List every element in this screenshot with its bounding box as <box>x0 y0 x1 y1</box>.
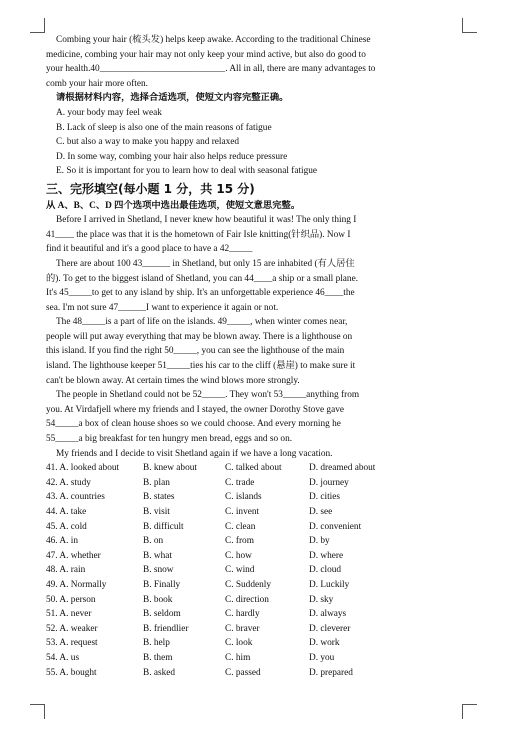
cloze-option: 46. A. in <box>46 536 79 547</box>
cloze-option: C. from <box>225 536 254 547</box>
cloze-option: 42. A. study <box>46 477 91 488</box>
cloze-option: C. him <box>225 652 251 663</box>
cloze-option-row <box>46 490 438 505</box>
cloze-option-row <box>46 549 438 564</box>
cloze-option-row <box>46 622 438 637</box>
exam-page <box>46 33 438 680</box>
cloze-option-row <box>46 666 438 681</box>
cloze-passage-line: It's 45_____to get to any island by ship. It's an unforgettable experience 46____the <box>46 288 355 299</box>
cloze-option: D. journey <box>309 477 349 488</box>
cloze-option: D. cities <box>309 492 340 503</box>
cloze-option-row <box>46 534 438 549</box>
passage-line: medicine, combing your hair may not only keep your mind active, but also do good to <box>46 49 366 60</box>
cloze-option: B. help <box>143 638 170 649</box>
cloze-passage-line: island. The lighthouse keeper 51_____ties his car to the cliff (悬崖) to make sure it <box>46 361 356 372</box>
cloze-passage <box>46 213 438 461</box>
cloze-option: C. clean <box>225 521 256 532</box>
cloze-option: B. what <box>143 550 172 561</box>
cloze-passage-line: Before I arrived in Shetland, I never knew how beautiful it was! The only thing I <box>56 215 357 226</box>
cloze-option: 49. A. Normally <box>46 579 107 590</box>
cloze-option: 45. A. cold <box>46 521 87 532</box>
cloze-option: 51. A. never <box>46 609 92 620</box>
cloze-option: C. braver <box>225 623 260 634</box>
cloze-option: D. cloud <box>309 565 342 576</box>
cloze-option: D. sky <box>309 594 334 605</box>
cloze-option: B. asked <box>143 667 176 678</box>
cloze-option: C. talked about <box>225 463 282 474</box>
seven-choice-instruction: 请根据材料内容，选择合适选项，使短文内容完整正确。 <box>56 93 289 104</box>
cloze-option: D. always <box>309 609 347 620</box>
cloze-option: D. work <box>309 638 340 649</box>
seven-option-e: E. So it is important for you to learn how to deal with seasonal fatigue <box>56 166 318 177</box>
cloze-passage-line: find it beautiful and it's a good place to have a 42_____ <box>46 244 253 255</box>
cloze-passage-line: The people in Shetland could not be 52_____. They won't 53_____anything from <box>56 390 360 401</box>
cloze-option-row <box>46 651 438 666</box>
cloze-passage-line: you. At Virdafjell where my friends and I stayed, the owner Dorothy Stove gave <box>46 404 344 415</box>
cloze-passage-line: There are about 100 43______ in Shetland, but only 15 are inhabited (有人居住 <box>56 258 355 269</box>
cloze-option: D. you <box>309 652 335 663</box>
section-heading: 三、完形填空(每小题 1 分，共 15 分) <box>46 181 255 196</box>
cloze-option: B. them <box>143 652 173 663</box>
cloze-option: D. convenient <box>309 521 362 532</box>
cloze-passage-line: sea. I'm not sure 47______I want to experience it again or not. <box>46 302 279 313</box>
crop-mark-bottom-right <box>462 704 477 719</box>
cloze-option: 47. A. whether <box>46 550 101 561</box>
cloze-options <box>46 461 438 680</box>
passage-line: Combing your hair (梳头发) helps keep awake. According to the traditional Chinese <box>56 35 371 45</box>
cloze-option: C. hardly <box>225 609 260 620</box>
cloze-passage-line: people will put away everything that may be blown away. There is a lighthouse on <box>46 331 353 342</box>
crop-mark-top-right <box>462 18 477 33</box>
cloze-option: C. wind <box>225 565 255 576</box>
cloze-option: C. islands <box>225 492 262 503</box>
cloze-option: 50. A. person <box>46 594 96 605</box>
cloze-option: C. passed <box>225 667 261 678</box>
cloze-option: 43. A. countries <box>46 492 105 503</box>
cloze-option-row <box>46 636 438 651</box>
cloze-option: D. cleverer <box>309 623 351 634</box>
seven-option-b: B. Lack of sleep is also one of the main reasons of fatigue <box>56 122 272 133</box>
cloze-option: C. Suddenly <box>225 579 271 590</box>
cloze-option: B. difficult <box>143 521 184 532</box>
cloze-option: C. look <box>225 638 253 649</box>
crop-mark-top-left <box>30 18 45 33</box>
cloze-option-row <box>46 578 438 593</box>
cloze-option: B. seldom <box>143 609 181 620</box>
cloze-option: 48. A. rain <box>46 565 86 576</box>
cloze-passage-line: this island. If you find the right 50_____, you can see the lighthouse of the main <box>46 346 345 357</box>
cloze-option: B. knew about <box>143 463 197 474</box>
cloze-option: C. how <box>225 550 252 561</box>
cloze-option: B. friendlier <box>143 623 189 634</box>
cloze-option-row <box>46 607 438 622</box>
cloze-passage-line: 54_____a box of clean house shoes so we could choose. And every morning he <box>46 419 341 430</box>
cloze-option: C. trade <box>225 477 255 488</box>
cloze-option-row <box>46 505 438 520</box>
cloze-passage-line: can't be blown away. At certain times the wind blows more strongly. <box>46 375 300 386</box>
cloze-option: D. prepared <box>309 667 353 678</box>
cloze-option: D. by <box>309 536 330 547</box>
cloze-option-row <box>46 520 438 535</box>
crop-mark-bottom-left <box>30 704 45 719</box>
cloze-option: B. Finally <box>143 579 181 590</box>
seven-option-a: A. your body may feel weak <box>56 107 162 118</box>
cloze-passage-line: 的). To get to the biggest island of Shetland, you can 44____a ship or a small plane. <box>46 273 359 284</box>
cloze-option: B. snow <box>143 565 174 576</box>
cloze-option: B. plan <box>143 477 170 488</box>
cloze-passage-line: The 48_____is a part of life on the islands. 49_____, when winter comes near, <box>56 317 348 328</box>
cloze-option: D. see <box>309 507 333 517</box>
cloze-option: 54. A. us <box>46 652 80 663</box>
cloze-option: 44. A. take <box>46 507 87 517</box>
cloze-option-row <box>46 593 438 608</box>
cloze-option-row <box>46 563 438 578</box>
cloze-option: 52. A. weaker <box>46 623 98 634</box>
cloze-passage-line: My friends and I decide to visit Shetland again if we have a long vacation. <box>56 448 333 459</box>
cloze-passage-line: 41____ the place was that it is the hometown of Fair Isle knitting(针织品). Now I <box>46 229 351 240</box>
cloze-instruction: 从 A、B、C、D 四个选项中选出最佳选项，使短文意思完整。 <box>46 200 301 211</box>
cloze-option-row <box>46 476 438 491</box>
cloze-option: 41. A. looked about <box>46 463 120 474</box>
cloze-option: 53. A. request <box>46 638 98 649</box>
cloze-option: 55. A. bought <box>46 667 97 678</box>
cloze-option: D. Luckily <box>309 579 350 590</box>
cloze-option: C. invent <box>225 507 260 517</box>
cloze-passage-line: 55_____a big breakfast for ten hungry men bread, eggs and so on. <box>46 434 293 445</box>
cloze-option: C. direction <box>225 594 269 605</box>
cloze-option: B. book <box>143 594 173 605</box>
cloze-option: B. on <box>143 536 164 547</box>
seven-option-c: C. but also a way to make you happy and relaxed <box>56 137 240 148</box>
passage-line: your health.40___________________________. All in all, there are many advantages to <box>46 64 376 75</box>
cloze-option: B. visit <box>143 507 170 517</box>
cloze-option-row <box>46 461 438 476</box>
cloze-option: D. dreamed about <box>309 463 376 474</box>
seven-option-d: D. In some way, combing your hair also helps reduce pressure <box>56 151 288 162</box>
cloze-option: D. where <box>309 550 344 561</box>
passage-line: comb your hair more often. <box>46 78 148 89</box>
cloze-option: B. states <box>143 492 175 503</box>
